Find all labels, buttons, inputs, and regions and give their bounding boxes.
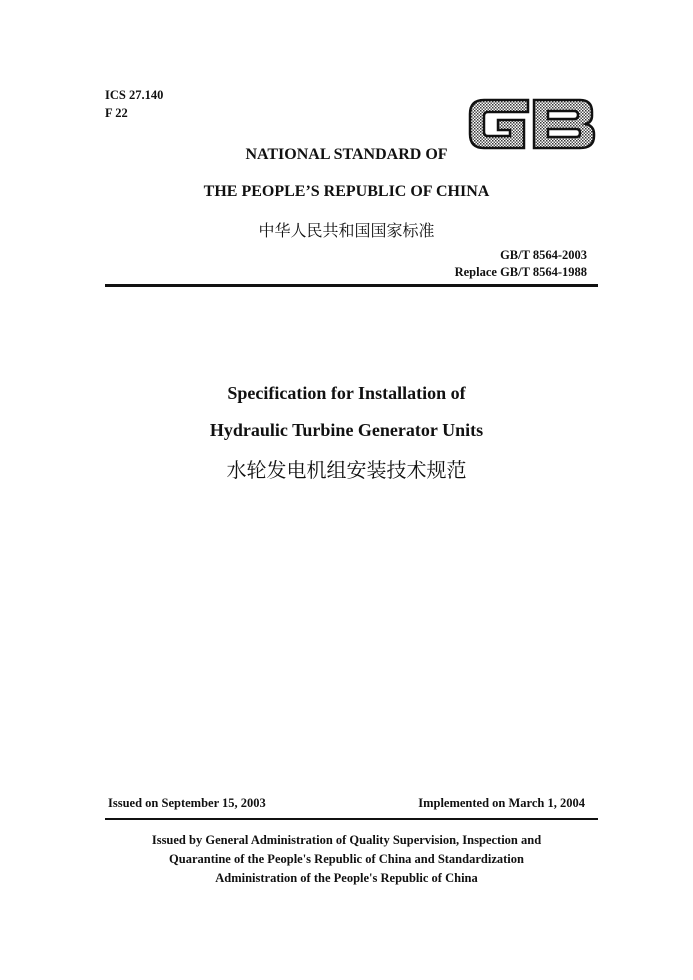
replaced-standard: Replace GB/T 8564-1988 — [454, 265, 587, 279]
issuing-authority — [100, 831, 593, 888]
standard-title-line2: THE PEOPLE’S REPUBLIC OF CHINA — [203, 183, 490, 200]
gb-logo-icon — [462, 92, 600, 154]
issuer-line1: Issued by General Administration of Quality Supervision, Inspection and — [151, 833, 542, 847]
header-divider — [105, 284, 598, 287]
standard-code-block — [455, 247, 587, 281]
gb-logo-graphic — [462, 92, 600, 154]
footer-divider — [105, 818, 598, 820]
ccs-code: F 22 — [105, 106, 128, 120]
document-title-line2: Hydraulic Turbine Generator Units — [209, 420, 484, 440]
issuer-line2: Quarantine of the People's Republic of China and Standardization — [169, 852, 524, 866]
standard-number: GB/T 8564-2003 — [500, 248, 587, 262]
standard-title-line1: NATIONAL STANDARD OF — [245, 146, 448, 163]
issued-date: Issued on September 15, 2003 — [108, 796, 266, 810]
implemented-date: Implemented on March 1, 2004 — [418, 796, 585, 810]
document-title-chinese: 水轮发电机组安装技术规范 — [226, 458, 467, 482]
standard-title-chinese: 中华人民共和国国家标准 — [258, 221, 435, 240]
issuer-line3: Administration of the People's Republic of China — [215, 871, 478, 885]
document-title-line1: Specification for Installation of — [227, 383, 466, 403]
ics-code: ICS 27.140 — [105, 88, 164, 102]
classification-codes — [105, 86, 163, 122]
